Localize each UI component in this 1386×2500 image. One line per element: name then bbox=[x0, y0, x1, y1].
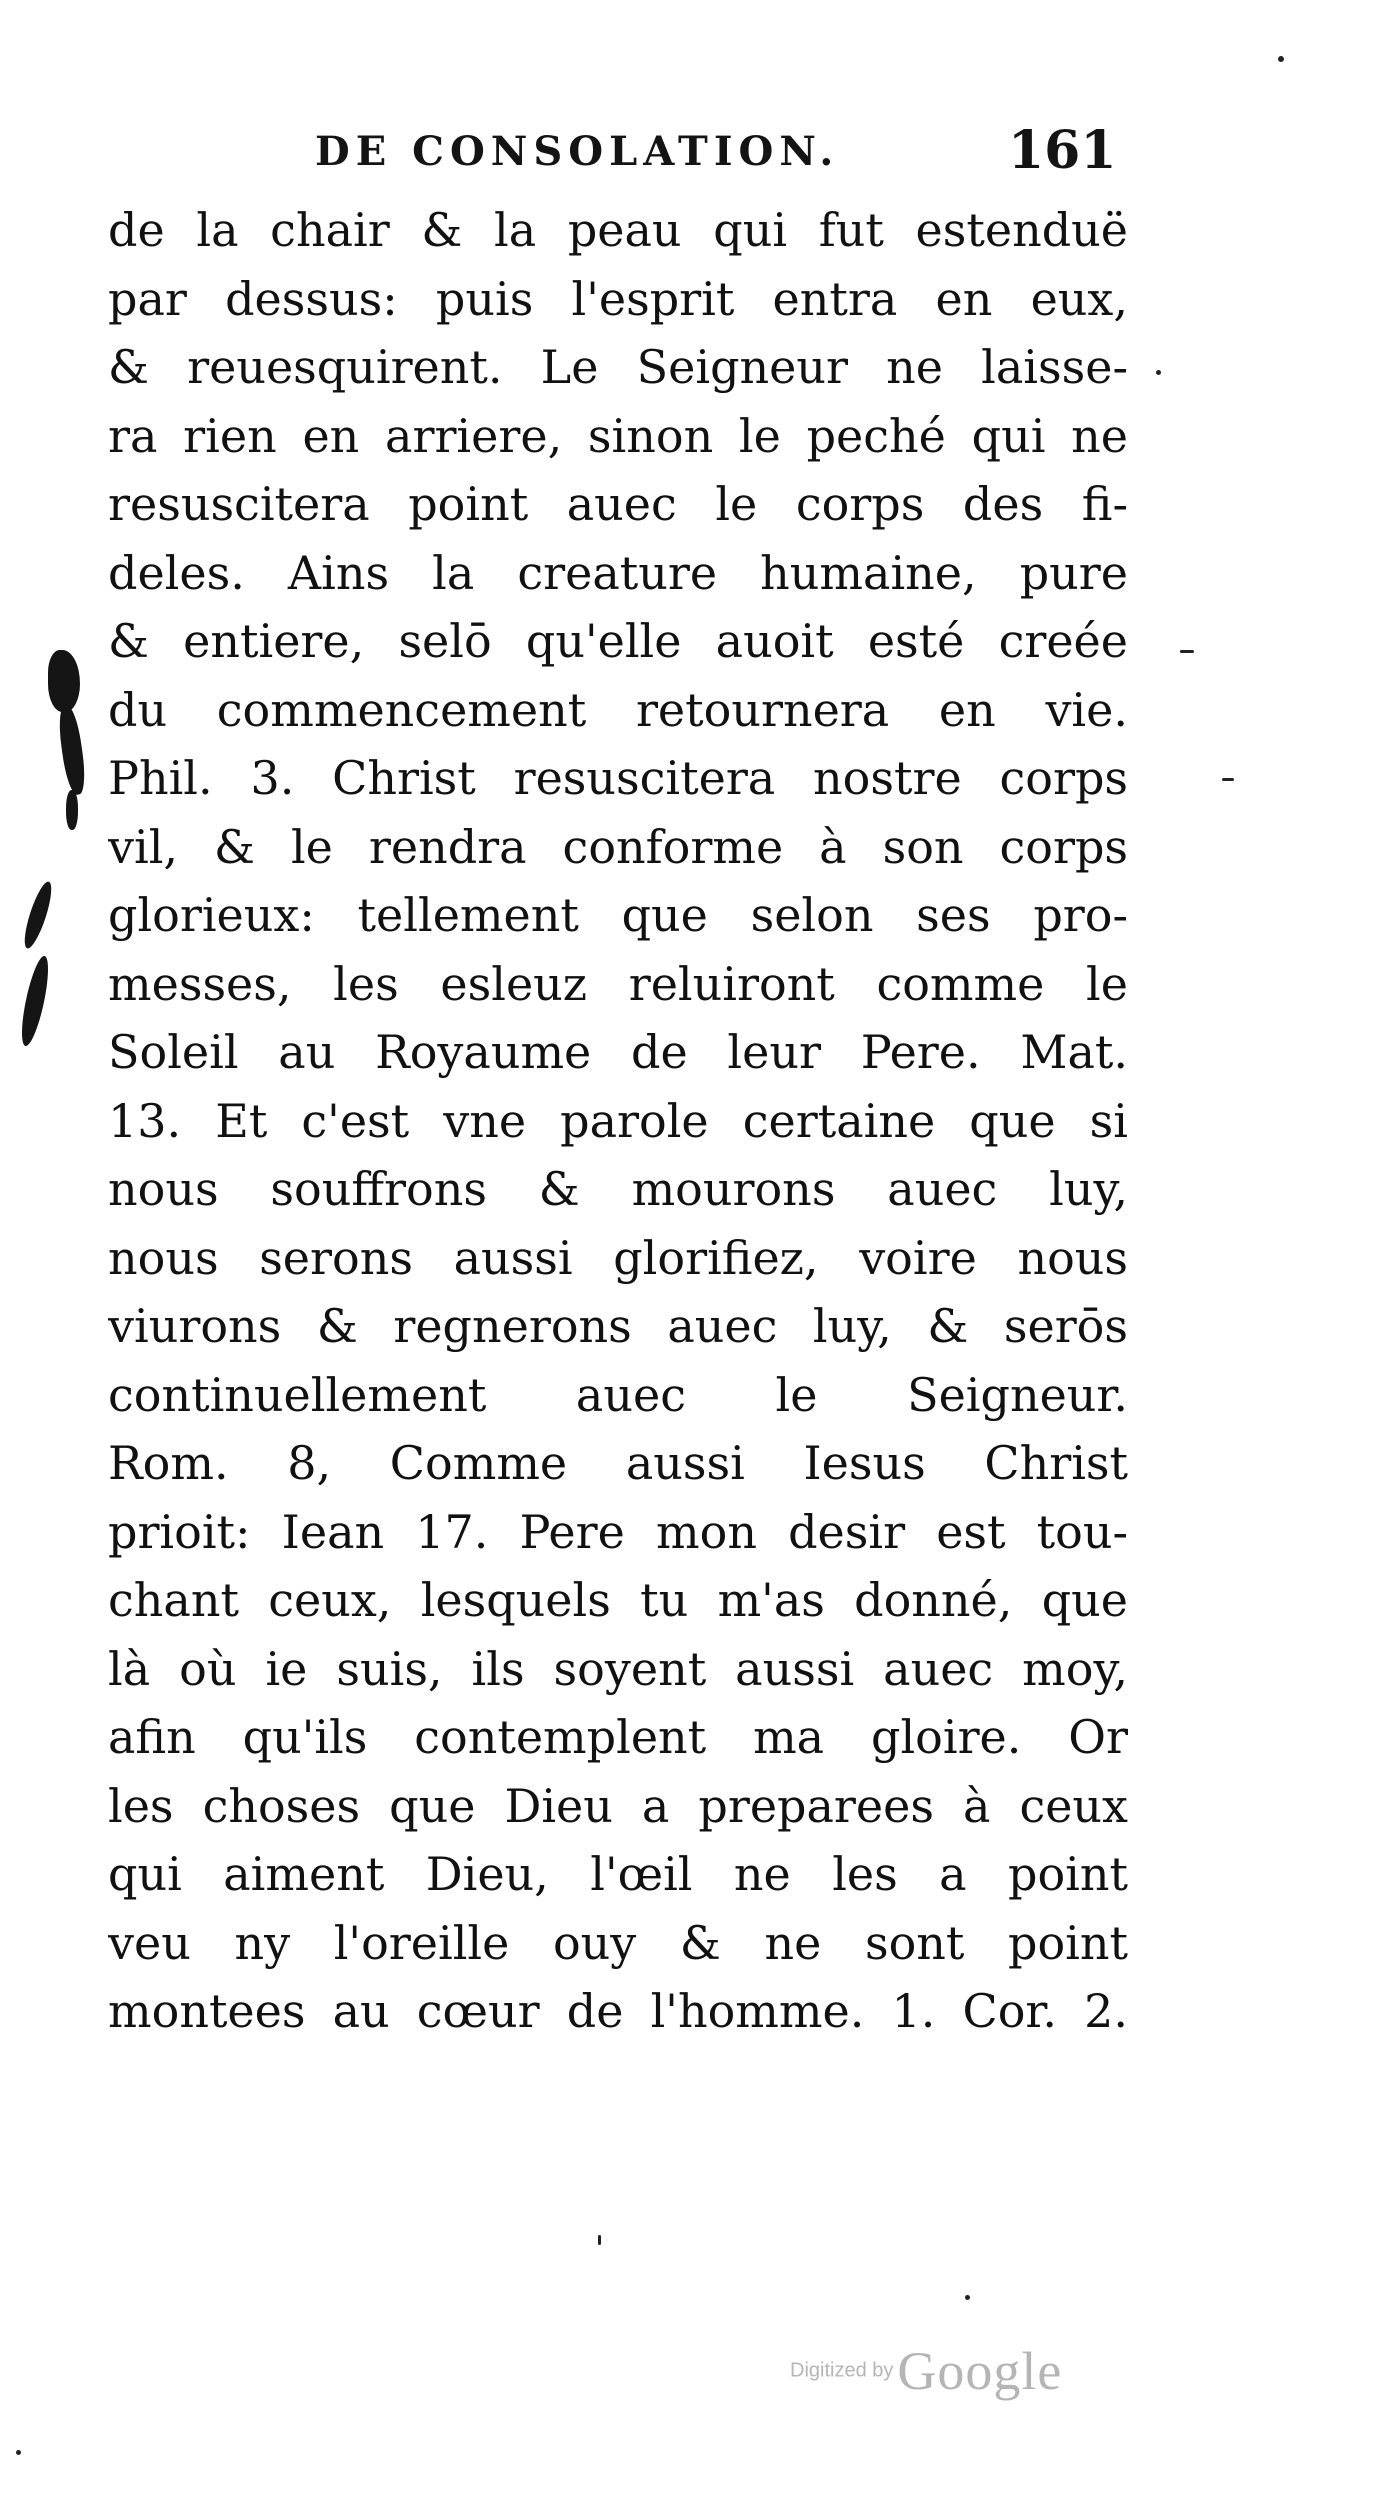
page-number: 161 bbox=[1008, 120, 1117, 181]
text-line: du commencement retournera en vie. bbox=[108, 682, 1128, 737]
text-line: glorieux: tellement que selon ses pro- bbox=[108, 888, 1128, 942]
margin-ink-blot bbox=[48, 650, 80, 712]
scan-speck bbox=[965, 2295, 970, 2300]
text-line: ra rien en arriere, sinon le peché qui ne bbox=[108, 408, 1128, 463]
margin-ink-blot bbox=[20, 879, 57, 951]
margin-ink-blot bbox=[66, 790, 78, 830]
text-line: viurons & regnerons auec luy, & serōs bbox=[108, 1299, 1128, 1353]
watermark-prefix: Digitized by bbox=[790, 2359, 894, 2382]
text-line: prioit: Iean 17. Pere mon desir est tou- bbox=[108, 1504, 1128, 1559]
page-header bbox=[0, 120, 1386, 198]
text-line: afin qu'ils contemplent ma gloire. Or bbox=[108, 1710, 1128, 1764]
text-line: Soleil au Royaume de leur Pere. Mat. bbox=[108, 1025, 1128, 1079]
text-line: là où ie suis, ils soyent aussi auec moy, bbox=[108, 1641, 1128, 1696]
text-line: nous serons aussi glorifiez, voire nous bbox=[108, 1230, 1128, 1285]
digitized-watermark bbox=[790, 2340, 1062, 2402]
text-line: & entiere, selō qu'elle auoit esté creée bbox=[108, 614, 1128, 668]
text-line: 13. Et c'est vne parole certaine que si bbox=[108, 1093, 1128, 1148]
scan-speck bbox=[16, 2450, 21, 2455]
text-line: deles. Ains la creature humaine, pure bbox=[108, 545, 1128, 600]
text-line: vil, & le rendra conforme à son corps bbox=[108, 819, 1128, 874]
text-line: Phil. 3. Christ resuscitera nostre corps bbox=[108, 751, 1128, 805]
text-line: par dessus: puis l'esprit entra en eux, bbox=[108, 271, 1128, 326]
text-line: chant ceux, lesquels tu m'as donné, que bbox=[108, 1573, 1128, 1627]
text-line: veu ny l'oreille ouy & ne sont point bbox=[108, 1915, 1128, 1970]
scan-speck bbox=[1222, 778, 1234, 781]
text-line: qui aiment Dieu, l'œil ne les a point bbox=[108, 1847, 1128, 1901]
scan-speck bbox=[1278, 56, 1284, 62]
text-line: resuscitera point auec le corps des fi- bbox=[108, 477, 1128, 531]
body-text bbox=[108, 196, 1128, 2046]
text-line: nous souffrons & mourons auec luy, bbox=[108, 1162, 1128, 1216]
text-line: de la chair & la peau qui fut estenduë bbox=[108, 203, 1128, 257]
scan-speck bbox=[1156, 370, 1161, 375]
text-line: Rom. 8, Comme aussi Iesus Christ bbox=[108, 1436, 1128, 1490]
text-line: continuellement auec le Seigneur. bbox=[108, 1367, 1128, 1422]
margin-ink-blot bbox=[56, 704, 88, 796]
google-logo: Google bbox=[897, 2341, 1063, 2401]
running-head: DE CONSOLATION. bbox=[315, 128, 840, 175]
text-line: montees au cœur de l'homme. 1. Cor. 2. bbox=[108, 1984, 1128, 2038]
text-line: les choses que Dieu a preparees à ceux bbox=[108, 1778, 1128, 1833]
margin-ink-blot bbox=[17, 954, 54, 1048]
scan-speck bbox=[598, 2235, 601, 2245]
text-line: messes, les esleuz reluiront comme le bbox=[108, 956, 1128, 1011]
scan-speck bbox=[1180, 650, 1194, 653]
text-line: & reuesquirent. Le Seigneur ne laisse- bbox=[108, 340, 1128, 394]
